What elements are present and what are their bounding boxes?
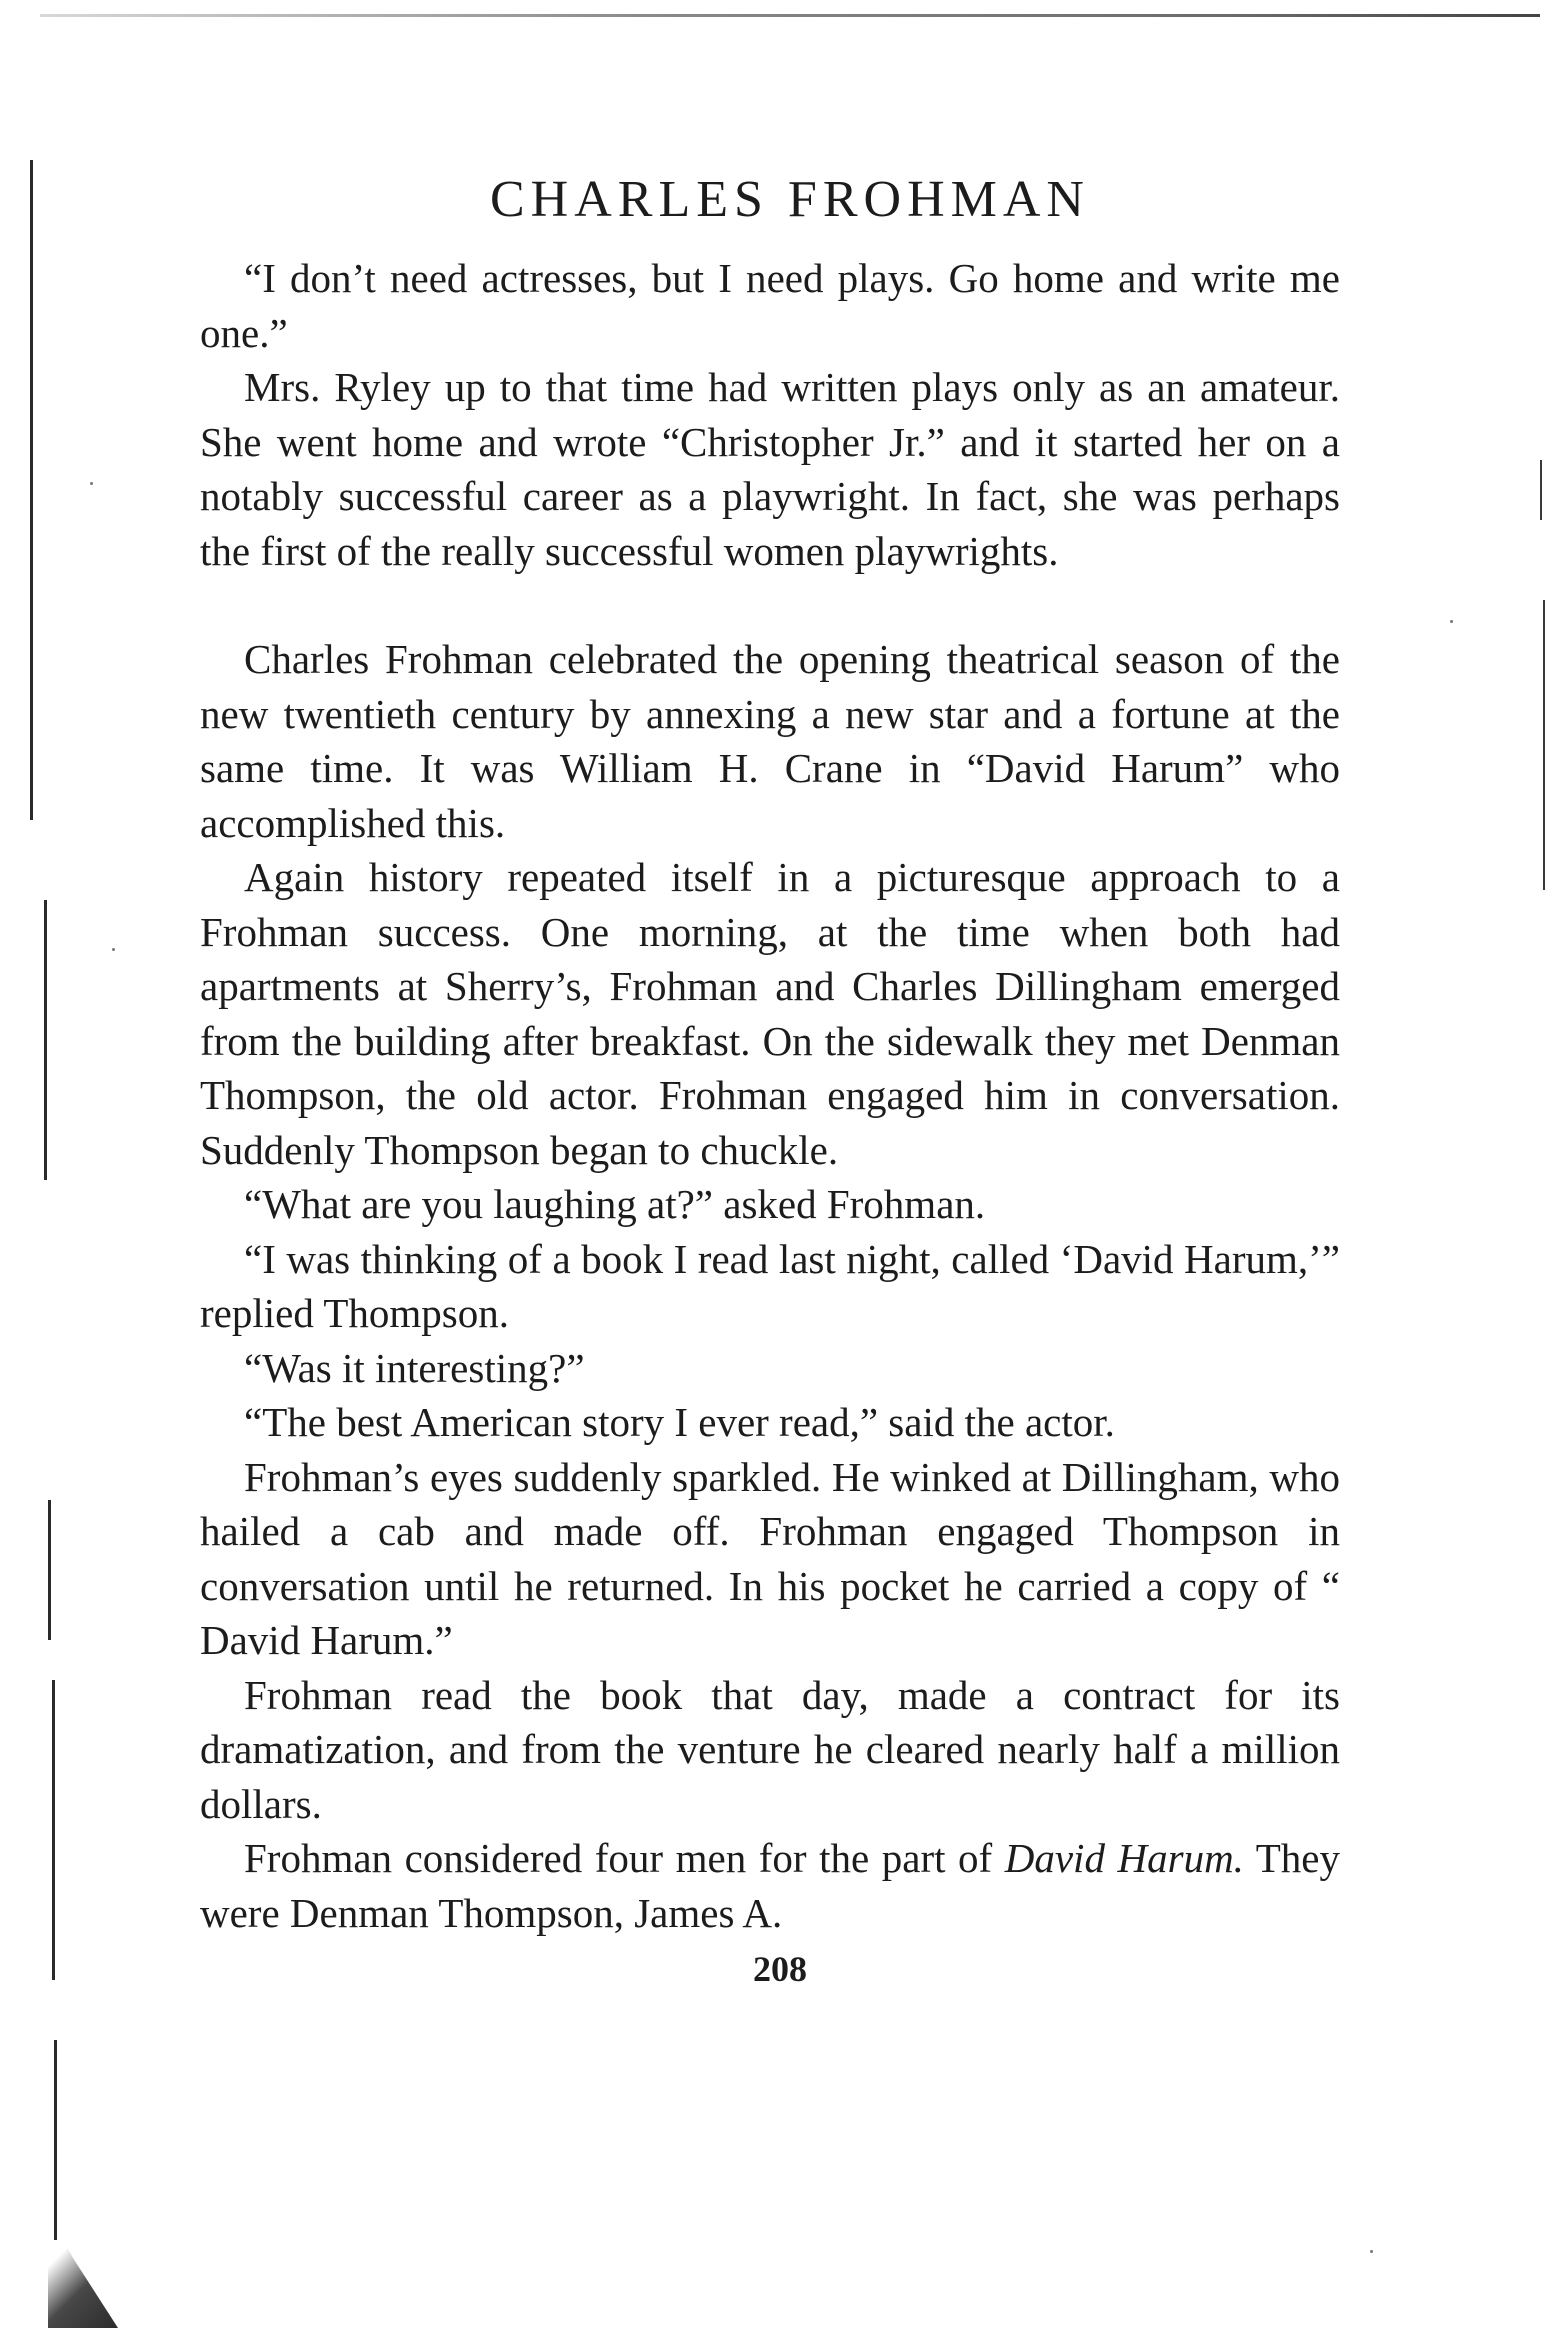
dust-speck <box>1370 2250 1373 2253</box>
running-title: CHARLES FROHMAN <box>490 171 1090 228</box>
scan-edge-left-1 <box>30 160 33 820</box>
dust-speck <box>1450 620 1453 623</box>
dust-speck <box>90 482 93 485</box>
scan-edge-right-1 <box>1540 460 1542 520</box>
paragraph: “I don’t need actresses, but I need plays. Go home and write me one.” <box>200 255 1340 356</box>
book-page <box>200 165 1340 1994</box>
scan-edge-top <box>40 14 1540 17</box>
page-number: 208 <box>753 1949 807 1989</box>
paragraph: “The best American story I ever read,” said the actor. <box>244 1399 1115 1445</box>
paragraph-lead-text: Frohman considered four men for the part of <box>244 1835 1005 1881</box>
scan-edge-left-4 <box>52 1680 55 1980</box>
scan-corner-shadow <box>48 2210 118 2328</box>
scan-edge-right-2 <box>1543 600 1545 890</box>
paragraph: Charles Frohman celebrated the opening theatrical season of the new twentieth century by annexing a new star and a fortune at the same time. It was William H. Crane in “David Harum” who accomplished this. <box>200 636 1340 846</box>
scan-edge-left-3 <box>48 1500 51 1640</box>
paragraph: Frohman’s eyes suddenly sparkled. He winked at Dillingham, who hailed a cab and made off. Frohman engaged Thompson in conversation until he returned. In his pocket he carried a copy of “ David Harum.” <box>200 1453 1340 1663</box>
paragraph: Frohman read the book that day, made a contract for its dramatization, and from the venture he cleared nearly half a million dollars. <box>200 1671 1340 1827</box>
scan-edge-left-2 <box>44 900 47 1180</box>
paragraph-last <box>200 1831 1340 1940</box>
emphasized-title: David Harum. <box>1004 1835 1244 1881</box>
dust-speck <box>112 948 115 951</box>
paragraph: Mrs. Ryley up to that time had written plays only as an amateur. She went home and wrote “Christopher Jr.” and it started her on a notably successful career as a playwright. In fact, she was perhaps the first of the really successful women playwrights. <box>200 364 1340 574</box>
paragraph: “Was it interesting?” <box>244 1344 585 1391</box>
paragraph: “I was thinking of a book I read last night, called ‘David Harum,’” replied Thompson. <box>200 1235 1340 1336</box>
paragraph: Again history repeated itself in a picturesque approach to a Frohman success. One morning, at the time when both had apartments at Sherry’s, Frohman and Charles Dillingham emerged from the building after breakfast. On the sidewalk they met Denman Thompson, the old actor. Frohman engaged him in conversation. Suddenly Thompson began to chuckle. <box>200 854 1340 1173</box>
scan-edge-left-5 <box>54 2040 57 2240</box>
section-break <box>200 578 1340 632</box>
paragraph: “What are you laughing at?” asked Frohman. <box>244 1181 986 1227</box>
paragraph-tail-text: They were Denman Thompson, James A. <box>200 1835 1340 1936</box>
